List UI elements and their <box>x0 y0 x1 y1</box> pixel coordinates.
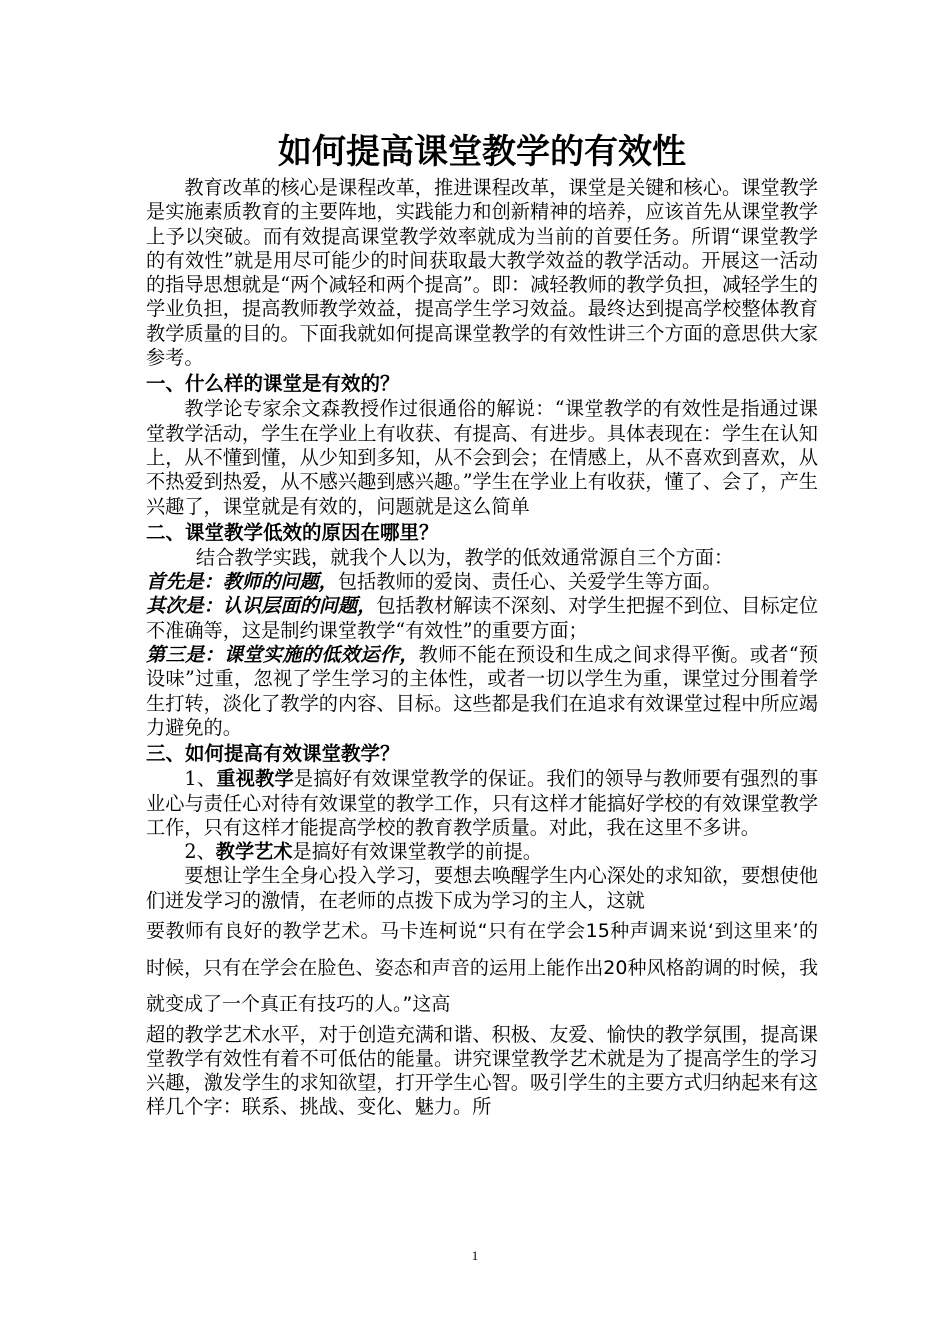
point1-paragraph <box>146 767 818 840</box>
cause-item-1 <box>146 570 818 594</box>
section3-heading: 三、如何提高有效课堂教学？ <box>146 742 400 766</box>
art-paragraph-quote: 要教师有良好的教学艺术。马卡连柯说“只有在学会15种声调来说‘到这里来’的时候，只有在学会在脸色、姿态和声音的运用上能作出20种风格韵调的时候，我就变成了一个真正有技巧的人。”这高 <box>146 920 818 1016</box>
page-number: 1 <box>471 1248 479 1263</box>
document-title: 如何提高课堂教学的有效性 <box>278 132 686 172</box>
point1-number: 1、 <box>184 767 217 791</box>
cause-text: 教师不能在预设和生成之间求得平衡。或者“预设味”过重，忽视了学生学习的主体性，或者一切以学生为重，课堂过分围着学生打转，淡化了教学的内容、目标。这些都是我们在追求有效课堂过程中所应竭力避免的。 <box>146 643 819 739</box>
point1-keyword: 重视教学 <box>216 767 294 791</box>
point2-text: 是搞好有效课堂教学的前提。 <box>292 840 542 864</box>
cause-label: 第三是：课堂实施的低效运作， <box>146 643 419 667</box>
cause-label: 首先是：教师的问题， <box>146 570 338 594</box>
point2-paragraph <box>146 840 818 864</box>
point2-number: 2、 <box>184 840 216 864</box>
cause-item-3 <box>146 643 818 740</box>
cause-label: 其次是：认识层面的问题， <box>146 594 377 618</box>
cause-text: 包括教材解读不深刻、对学生把握不到位、目标定位不准确等，这是制约课堂教学“有效性”的重要方面； <box>146 594 819 642</box>
cause-item-2 <box>146 594 818 643</box>
section1-heading: 一、什么样的课堂是有效的？ <box>146 372 400 396</box>
cause-text: 包括教师的爱岗、责任心、关爱学生等方面。 <box>337 570 722 594</box>
point2-keyword: 教学艺术 <box>215 840 293 864</box>
section2-lead: 结合教学实践，就我个人以为，教学的低效通常源自三个方面： <box>195 545 734 569</box>
point1-text: 是搞好有效课堂教学的保证。我们的领导与教师要有强烈的事业心与责任心对待有效课堂的教学工作，只有这样才能搞好学校的有效课堂教学工作，只有这样才能提高学校的教育教学质量。对此，我在这里不多讲。 <box>146 767 819 839</box>
document-body <box>146 130 818 1120</box>
intro-paragraph: 教育改革的核心是课程改革，推进课程改革，课堂是关键和核心。课堂教学是实施素质教育的主要阵地，实践能力和创新精神的培养，应该首先从课堂教学上予以突破。而有效提高课堂教学效率就成为当前的首要任务。所谓“课堂教学的有效性”就是用尽可能少的时间获取最大教学效益的教学活动。开展这一活动的指导思想就是“两个减轻和两个提高”。即：减轻教师的教学负担，减轻学生的学业负担，提高教师教学效益，提高学生学习效益。最终达到提高学校整体教育教学质量的目的。下面我就如何提高课堂教学的有效性讲三个方面的意思供大家参考。 <box>146 176 818 370</box>
art-paragraph-end: 超的教学艺术水平，对于创造充满和谐、积极、友爱、愉快的教学氛围，提高课堂教学有效性有着不可低估的能量。讲究课堂教学艺术就是为了提高学生的学习兴趣，激发学生的求知欲望，打开学生心智。吸引学生的主要方式归纳起来有这样几个字：联系、挑战、变化、魅力。所 <box>146 1022 818 1119</box>
section2-heading: 二、课堂教学低效的原因在哪里？ <box>146 520 439 544</box>
section1-paragraph: 教学论专家余文森教授作过很通俗的解说：“课堂教学的有效性是指通过课堂教学活动，学生在学业上有收获、有提高、有进步。具体表现在：学生在认知上，从不懂到懂，从少知到多知，从不会到会；在情感上，从不喜欢到喜欢，从不热爱到热爱，从不感兴趣到感兴趣。”学生在学业上有收获，懂了、会了，产生兴趣了，课堂就是有效的，问题就是这么简单 <box>146 397 818 518</box>
art-paragraph-start: 要想让学生全身心投入学习，要想去唤醒学生内心深处的求知欲，要想使他们迸发学习的激情，在老师的点拨下成为学习的主人，这就 <box>146 864 818 912</box>
